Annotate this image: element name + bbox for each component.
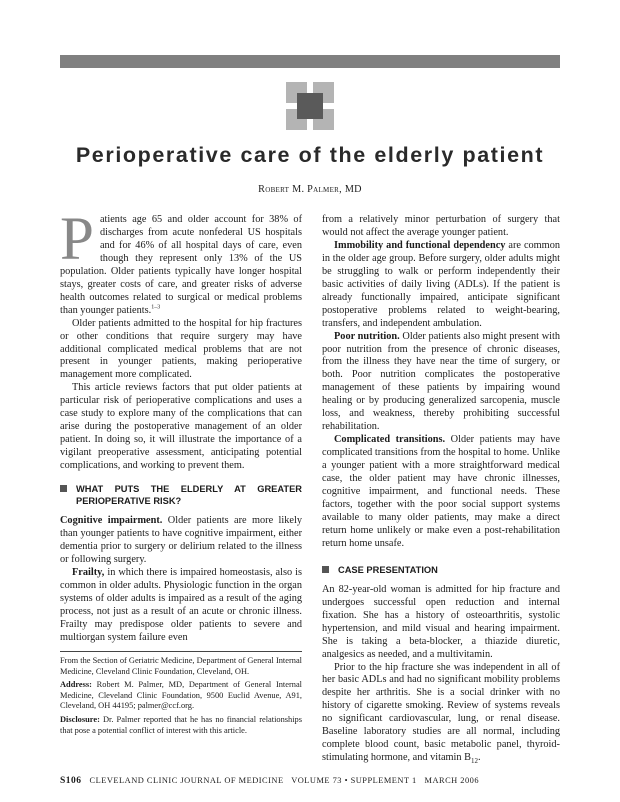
page-footer (60, 776, 560, 786)
section-heading: CASE PRESENTATION (322, 564, 560, 576)
paragraph: This article reviews factors that put older patients at particular risk of perioperative complications and uses a case study to explore many of the complications that can arise during the postoperative management of an older patient. In doing so, it will illustrate the importance of a vigilant preoperative assessment, anticipating potential complications, and working to prevent them. (60, 382, 302, 472)
author-byline: Robert M. Palmer, MD (258, 184, 362, 195)
right-column (322, 214, 560, 765)
heading-square-icon (60, 485, 67, 492)
disclosure-note: Disclosure: Dr. Palmer reported that he has no financial relationships that pose a potential conflict of interest with this article. (60, 714, 302, 735)
address-note: Address: Robert M. Palmer, MD, Department of General Internal Medicine, Cleveland Clinic Foundation, 9500 Euclid Avenue, A91, Cleveland, OH 44195; palmer@ccf.org. (60, 680, 302, 711)
article-title: Perioperative care of the elderly patient (75, 143, 545, 167)
drop-cap: P (60, 206, 94, 273)
journal-logo-icon (286, 82, 334, 130)
heading-square-icon (322, 566, 329, 573)
section-heading: WHAT PUTS THE ELDERLY AT GREATER PERIOPERATIVE RISK? (60, 483, 302, 507)
paragraph: Prior to the hip fracture she was independent in all of her basic ADLs and had no significant mobility problems despite her arthritis. She is a social drinker with no history of cigarette smoking. Review of systems reveals no significant cardiovascular, lung, or renal disease. Baseline laboratory studies are all normal, including complete blood count, basic metabolic panel, thyroid-stimulating hormone, and vitamin $B_{12}$. (322, 661, 560, 766)
journal-info: CLEVELAND CLINIC JOURNAL OF MEDICINE VOLUME 73 • SUPPLEMENT 1 MARCH 2006 (89, 776, 480, 785)
paragraph: Poor nutrition. Older patients also might present with poor nutrition from the presence of chronic diseases, from the illness they have near the time of surgery, or both. Poor nutrition complicates the postoperative management of these patients by impairing wound healing or by producing generalized sarcopenia, muscle loss, and weakness, thereby prohibiting successful rehabilitation. (322, 330, 560, 433)
paragraph: Complicated transitions. Older patients may have complicated transitions from the hospital to home. Unlike a younger patient with a more straightforward medical case, the older patient may have chronic illnesses, cognitive impairment, and functional needs. These factors, together with the poor social support systems available to many older patients, may make a direct return home unlikely or make even a post-rehabilitation return home unsafe. (322, 434, 560, 549)
paragraph: Older patients admitted to the hospital for hip fractures or other conditions that require surgery may have additional complicated medical problems that are not present in younger patients, making perioperative management more complicated. (60, 317, 302, 381)
page-number: S106 (60, 776, 82, 786)
paragraph: An 82-year-old woman is admitted for hip fracture and undergoes successful open reduction and internal fixation. She has a history of osteoarthritis, systolic hypertension, and mild visual and hearing impairment. She is taking a beta-blocker, a thiazide diuretic, analgesics as needed, and a multivitamin. (322, 583, 560, 660)
paragraph: from a relatively minor perturbation of surgery that would not affect the average younger patient. (322, 214, 560, 238)
paragraph: Cognitive impairment. Older patients are more likely than younger patients to have cognitive impairment, either dementia prior to surgery or delirium related to the illness or following surgery. (60, 515, 303, 565)
header-bar (60, 55, 560, 68)
paragraph: Immobility and functional dependency are common in the older age group. Before surgery, older adults might be struggling to walk or perform independently their basic activities of daily living (ADLs). If the patient is already functionally impaired, anticipate significant postoperative problems related to weight-bearing, transfers, and independent ambulation. (322, 239, 560, 329)
affiliation-note: From the Section of Geriatric Medicine, Department of General Internal Medicine, Cleveland Clinic Foundation, Cleveland, OH. (60, 656, 302, 676)
paragraph: Frailty, in which there is impaired homeostasis, also is common in older adults. Physiologic function in the organ systems of older adults is impaired as a result of the aging process, not just as a result of an acute or chronic illness. Frailty may predispose older patients to severe and multiorgan system failure even (60, 566, 302, 643)
footnotes (60, 651, 302, 739)
intro-paragraph: P atients age 65 and older account for 38% of discharges from acute nonfederal US hospitals and for 46% of all hospital days of care, even though they represent only 13% of the US population. Older patients typically have longer hospital stays, greater costs of care, and greater risks of adverse health outcomes related to surgical or medical problems than younger patients.$^{1-3}$ (60, 206, 302, 316)
left-column (60, 206, 303, 645)
